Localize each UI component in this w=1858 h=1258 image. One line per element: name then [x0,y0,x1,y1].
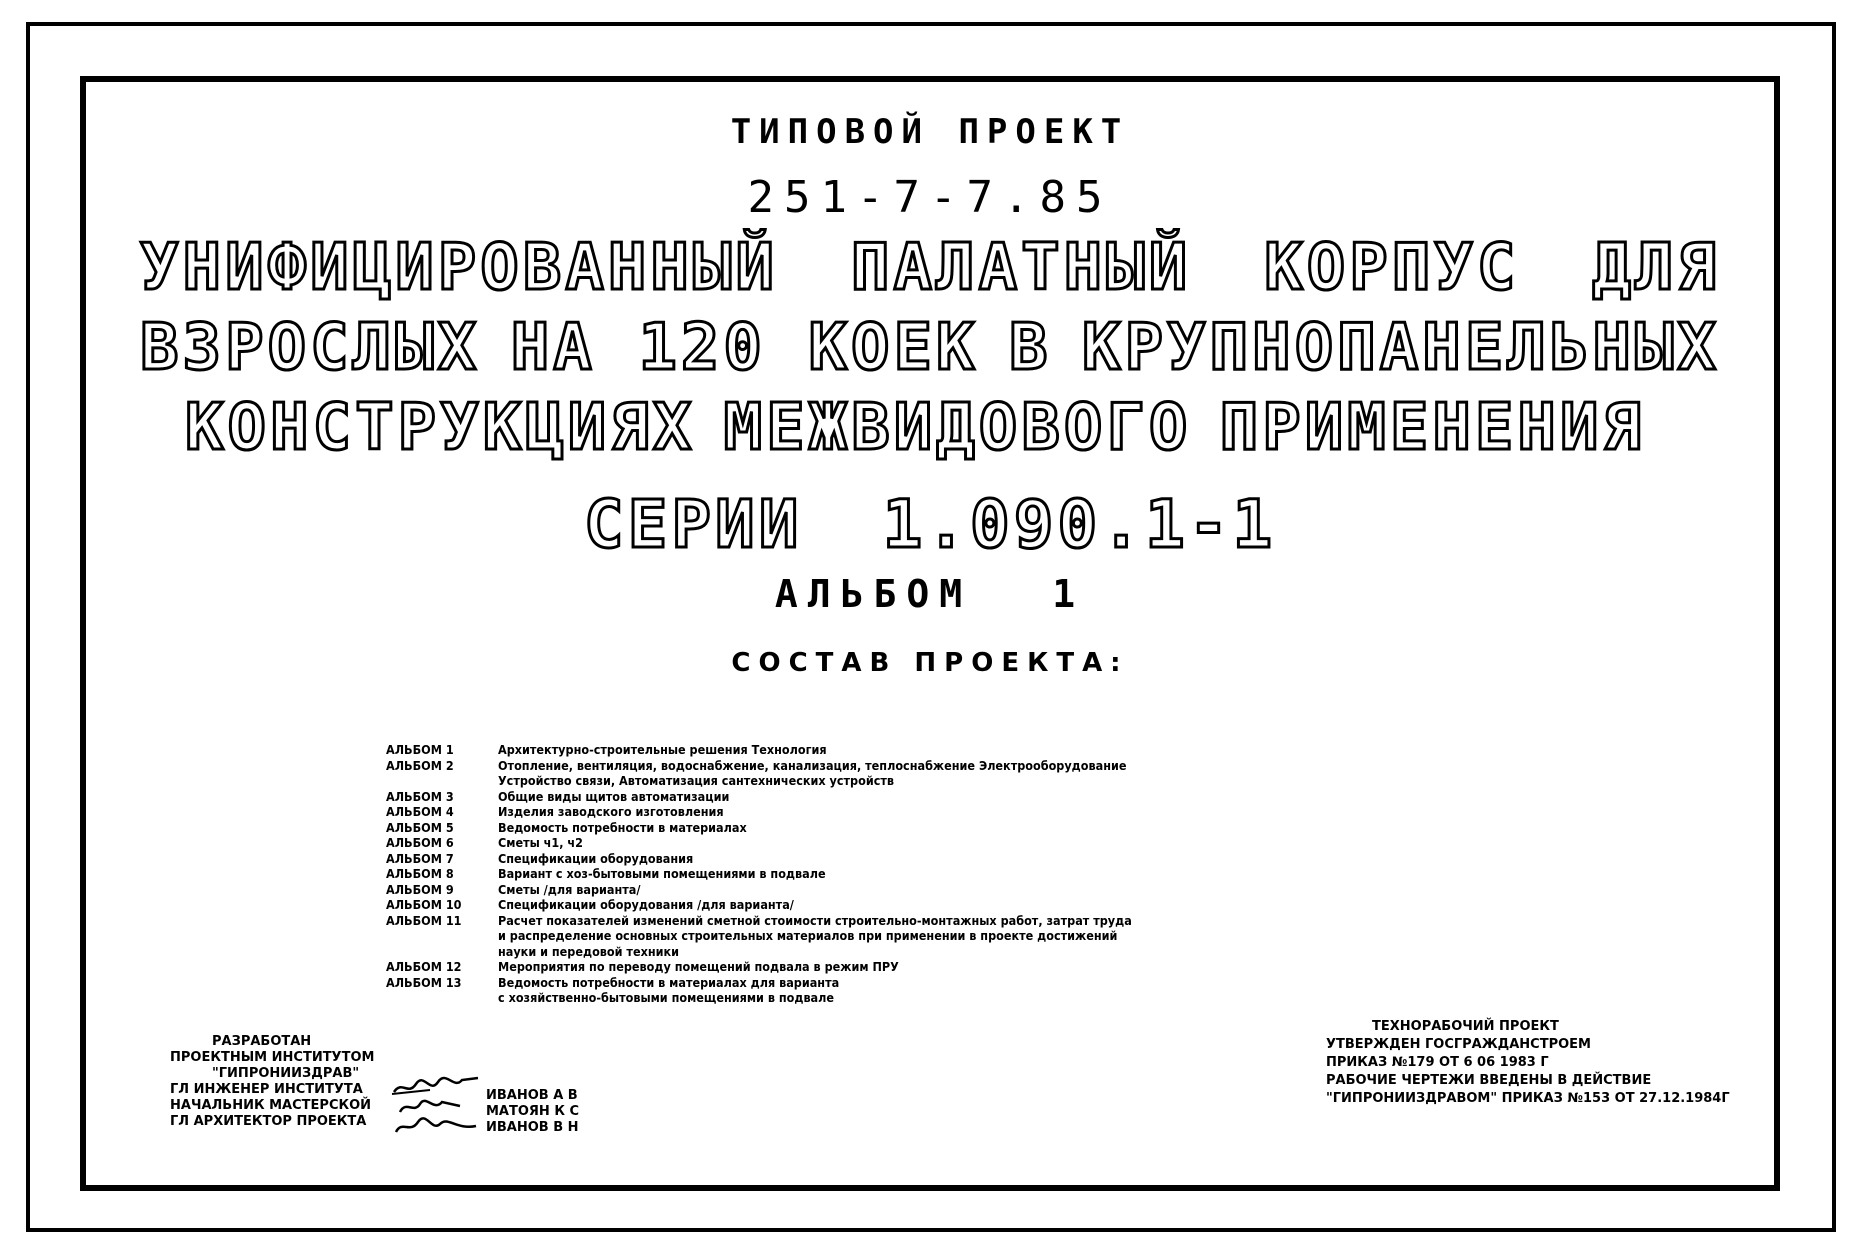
names-block [486,1088,579,1136]
album-ref [386,773,498,789]
signatures-image [390,1074,482,1138]
album-number: 1 [1052,572,1086,616]
developer-block [170,1034,374,1130]
album-ref [386,928,498,944]
person-name: ИВАНОВ А В [486,1088,578,1103]
approval-line: УТВЕРЖДЕН ГОСГРАЖДАНСТРОЕМ [1326,1037,1591,1052]
series-line [80,486,1780,563]
contents-row [386,897,1286,913]
album-description: Сметы /для варианта/ [498,881,641,897]
album-ref: АЛЬБОМ 8 [386,866,454,881]
album-description: Мероприятия по переводу помещений подвала в режим ПРУ [498,959,899,974]
title-word: ПАЛАТНЫЙ [850,231,1192,305]
contents-row [386,866,1286,882]
title-line-2 [140,310,1720,386]
album-description: Ведомость потребности в материалах [498,819,747,835]
album-ref: АЛЬБОМ 1 [386,742,454,757]
album-ref: АЛЬБОМ 4 [386,804,454,819]
album-ref: АЛЬБОМ 5 [386,819,454,835]
contents-row [386,851,1286,867]
album-heading [80,572,1780,616]
album-ref [386,990,498,1006]
album-ref: АЛЬБОМ 7 [386,850,454,866]
title-word: ПРИМЕНЕНИЯ [1219,391,1645,465]
title-word: МЕЖВИДОВОГО [723,391,1192,465]
contents-row [386,882,1286,898]
contents-row [386,804,1286,820]
album-ref: АЛЬБОМ 12 [386,959,462,974]
title-word: В [1009,311,1052,385]
album-description: Сметы ч1, ч2 [498,835,583,850]
approval-line: "ГИПРОНИИЗДРАВОМ" ПРИКАЗ №153 ОТ 27.12.1984Г [1326,1091,1730,1106]
album-description: Изделия заводского изготовления [498,804,724,819]
album-description: Отопление, вентиляция, водоснабжение, канализация, теплоснабжение Электрооборудование [498,757,1127,773]
title-word: ВЗРОСЛЫХ [140,311,481,385]
album-description: Расчет показателей изменений сметной стоимости строительно-монтажных работ, затрат труда [498,912,1132,928]
album-ref: АЛЬБОМ 11 [386,912,462,928]
title-word: ДЛЯ [1592,231,1720,305]
developer-line: РАЗРАБОТАН [212,1034,312,1049]
contents-row [386,928,1286,944]
developer-position: ГЛ АРХИТЕКТОР ПРОЕКТА [170,1114,367,1129]
title-word: КОНСТРУКЦИЯХ [185,391,696,465]
contents-row [386,835,1286,851]
contents-row [386,944,1286,960]
album-description: науки и передовой техники [498,943,679,959]
album-description: и распределение основных строительных материалов при применении в проекте достижений [498,928,1118,943]
album-description: Ведомость потребности в материалах для варианта [498,974,840,990]
top-tick-mark [1316,78,1356,83]
contents-list [386,742,1286,1006]
album-description: Вариант с хоз-бытовыми помещениями в подвале [498,866,826,881]
title-line-1 [140,230,1720,306]
contents-row [386,742,1286,758]
contents-row [386,975,1286,991]
title-word: НА 120 КОЕК [510,311,979,385]
album-description: Спецификации оборудования /для варианта/ [498,897,794,912]
developer-line: ПРОЕКТНЫМ ИНСТИТУТОМ [170,1050,375,1065]
title-line-3 [185,390,1645,466]
album-description: Устройство связи, Автоматизация сантехнических устройств [498,773,895,788]
album-description: Архитектурно-строительные решения Технология [498,742,827,757]
title-word: УНИФИЦИРОВАННЫЙ [140,231,778,305]
album-description: Общие виды щитов автоматизации [498,788,730,804]
album-ref: АЛЬБОМ 13 [386,974,462,990]
contents-row [386,789,1286,805]
contents-row [386,959,1286,975]
type-label: ТИПОВОЙ ПРОЕКТ [730,112,1130,152]
approval-block [1326,1018,1730,1108]
contents-row [386,820,1286,836]
album-label: АЛЬБОМ [774,572,973,616]
approval-line: ПРИКАЗ №179 ОТ 6 06 1983 Г [1326,1055,1549,1070]
approval-line: ТЕХНОРАБОЧИЙ ПРОЕКТ [1372,1019,1559,1034]
album-ref: АЛЬБОМ 2 [386,757,454,773]
approval-line: РАБОЧИЕ ЧЕРТЕЖИ ВВЕДЕНЫ В ДЕЙСТВИЕ [1326,1073,1652,1088]
contents-row [386,990,1286,1006]
developer-position: НАЧАЛЬНИК МАСТЕРСКОЙ [170,1098,372,1113]
album-ref: АЛЬБОМ 6 [386,835,454,850]
contents-row [386,913,1286,929]
series-value: 1.090.1-1 [882,486,1277,563]
series-label: СЕРИИ [583,486,803,563]
developer-position: ГЛ ИНЖЕНЕР ИНСТИТУТА [170,1082,363,1097]
contents-row [386,758,1286,774]
contents-row [386,773,1286,789]
album-description: с хозяйственно-бытовыми помещениями в подвале [498,990,835,1005]
project-number: 251-7-7.85 [747,172,1113,223]
album-description: Спецификации оборудования [498,850,694,866]
person-name: МАТОЯН К С [486,1104,580,1119]
album-ref: АЛЬБОМ 3 [386,788,454,804]
album-ref: АЛЬБОМ 10 [386,897,462,912]
person-name: ИВАНОВ В Н [486,1120,579,1135]
album-ref: АЛЬБОМ 9 [386,881,454,897]
title-word: КРУПНОПАНЕЛЬНЫХ [1082,311,1720,385]
contents-heading: СОСТАВ ПРОЕКТА: [731,648,1129,678]
developer-line: "ГИПРОНИИЗДРАВ" [212,1066,360,1081]
album-ref [386,944,498,960]
title-word: КОРПУС [1264,231,1520,305]
